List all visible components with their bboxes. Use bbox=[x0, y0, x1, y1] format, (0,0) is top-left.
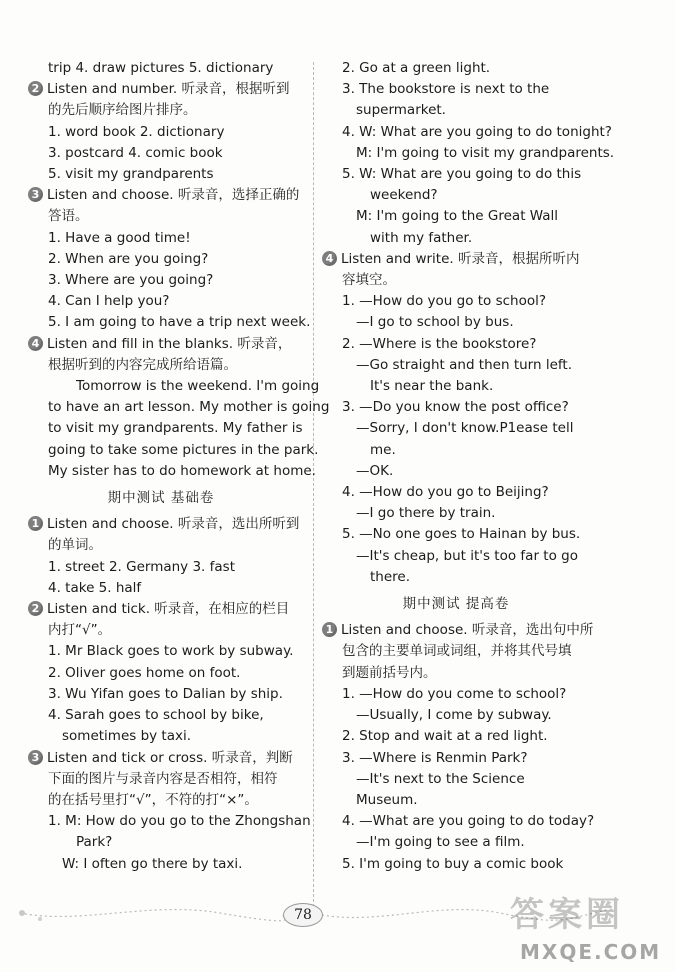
instruction: 包含的主要单词或词组，并将其代号填 bbox=[342, 643, 572, 660]
watermark-url: MXQE.COM bbox=[520, 940, 662, 964]
page-number: 78 bbox=[283, 903, 323, 927]
instruction: 的单词。 bbox=[48, 537, 102, 554]
answer-item: 2. Stop and wait at a red light. bbox=[342, 728, 548, 745]
instruction: Listen and write. 听录音，根据所听内 bbox=[341, 250, 580, 267]
answer-item: It's near the bank. bbox=[370, 378, 494, 395]
answer-item: 4. —What are you going to do today? bbox=[342, 813, 595, 830]
instruction: Listen and choose. 听录音，选择正确的 bbox=[47, 187, 300, 204]
answer-item: 5. —No one goes to Hainan by bus. bbox=[342, 526, 581, 543]
answer-item: 3. Where are you going? bbox=[48, 272, 214, 289]
answer-item: M: I'm going to visit my grandparents. bbox=[356, 144, 615, 161]
answer-item: 4. Sarah goes to school by bike, bbox=[48, 707, 264, 724]
passage-line: to visit my grandparents. My father is bbox=[48, 420, 303, 437]
answer-item: 3. —Do you know the post office? bbox=[342, 399, 569, 416]
answer-item: —Go straight and then turn left. bbox=[356, 356, 572, 373]
text-line: trip 4. draw pictures 5. dictionary bbox=[48, 60, 274, 76]
number-badge-icon: 4 bbox=[28, 336, 43, 351]
instruction: Listen and tick or cross. 听录音，判断 bbox=[47, 749, 293, 766]
answer-item: Museum. bbox=[356, 791, 418, 808]
passage-line: to have an art lesson. My mother is going bbox=[48, 399, 330, 416]
number-badge-icon: 2 bbox=[28, 601, 43, 616]
instruction: 到题前括号内。 bbox=[342, 664, 437, 681]
answer-item: with my father. bbox=[370, 229, 473, 246]
answer-item: supermarket. bbox=[356, 102, 446, 119]
answer-item: 1. —How do you come to school? bbox=[342, 685, 567, 702]
number-badge-icon: 3 bbox=[28, 187, 43, 202]
number-badge-icon: 1 bbox=[28, 516, 43, 531]
answer-item: 2. When are you going? bbox=[48, 250, 209, 267]
answer-item: 3. —Where is Renmin Park? bbox=[342, 749, 528, 766]
instruction: 根据听到的内容完成所给语篇。 bbox=[48, 356, 237, 373]
answer-item: W: I often go there by taxi. bbox=[62, 855, 243, 872]
section-4 bbox=[322, 249, 590, 588]
passage-line: Tomorrow is the weekend. I'm going bbox=[76, 378, 320, 395]
answer-item: 3. Wu Yifan goes to Dalian by ship. bbox=[48, 685, 283, 702]
answer-item: 5. visit my grandparents bbox=[48, 166, 214, 183]
answer-item: —I go there by train. bbox=[356, 505, 496, 522]
instruction: Listen and number. 听录音，根据听到 bbox=[47, 81, 290, 98]
mid-section-3 bbox=[28, 748, 311, 875]
answer-item: there. bbox=[370, 568, 411, 585]
answer-item: 4. W: What are you going to do tonight? bbox=[342, 123, 612, 140]
number-badge-icon: 4 bbox=[322, 251, 337, 266]
answer-item: —Usually, I come by subway. bbox=[356, 707, 552, 724]
number-badge-icon: 2 bbox=[28, 81, 43, 96]
instruction: 内打“√”。 bbox=[48, 622, 112, 639]
section-title: 期中测试 基础卷 bbox=[107, 490, 215, 507]
mid-section-2 bbox=[28, 599, 294, 747]
instruction: Listen and fill in the blanks. 听录音， bbox=[47, 335, 292, 352]
instruction: 的在括号里打“√”，不符的打“×”。 bbox=[48, 791, 258, 808]
answer-item: —Sorry, I don't know.P1ease tell bbox=[356, 420, 574, 437]
instruction: 答语。 bbox=[48, 208, 89, 225]
answer-item: weekend? bbox=[370, 187, 438, 204]
instruction: 的先后顺序给图片排序。 bbox=[48, 102, 197, 119]
answer-item: 3. postcard 4. comic book bbox=[48, 144, 223, 161]
answer-item: 4. Can I help you? bbox=[48, 293, 170, 310]
answer-item: 1. —How do you go to school? bbox=[342, 293, 547, 310]
passage-line: going to take some pictures in the park. bbox=[48, 441, 319, 458]
mid-section-1 bbox=[28, 514, 300, 599]
instruction: Listen and choose. 听录音，选出句中所 bbox=[341, 622, 594, 639]
instruction: Listen and tick. 听录音，在相应的栏目 bbox=[47, 601, 290, 618]
instruction: 容填空。 bbox=[342, 272, 396, 289]
section-4 bbox=[28, 334, 330, 482]
answer-item: 2. —Where is the bookstore? bbox=[342, 335, 537, 352]
section-3 bbox=[28, 185, 311, 333]
answer-item: 2. Go at a green light. bbox=[342, 60, 491, 76]
answer-item: 4. —How do you go to Beijing? bbox=[342, 484, 549, 501]
answer-item: 5. I am going to have a trip next week. bbox=[48, 314, 311, 331]
watermark-logo: 答案圈 bbox=[510, 895, 624, 935]
column-divider bbox=[313, 62, 314, 912]
section-title: 期中测试 提高卷 bbox=[402, 596, 510, 613]
answer-item: 1. street 2. Germany 3. fast bbox=[48, 558, 235, 575]
answer-item: 4. take 5. half bbox=[48, 579, 142, 596]
answer-item: 3. The bookstore is next to the bbox=[342, 81, 550, 98]
right-column bbox=[322, 58, 615, 875]
answer-item: M: I'm going to the Great Wall bbox=[356, 208, 559, 225]
answer-item: —I go to school by bus. bbox=[356, 314, 514, 331]
passage-line: My sister has to do homework at home. bbox=[48, 462, 316, 479]
left-column bbox=[28, 58, 330, 875]
answer-item: Park? bbox=[76, 834, 113, 851]
answer-item: 5. I'm going to buy a comic book bbox=[342, 855, 564, 872]
answer-item: me. bbox=[370, 441, 396, 458]
answer-item: sometimes by taxi. bbox=[62, 728, 192, 745]
instruction: Listen and choose. 听录音，选出所听到 bbox=[47, 516, 300, 533]
answer-item: 2. Oliver goes home on foot. bbox=[48, 664, 241, 681]
advanced-section-1 bbox=[322, 620, 595, 874]
answer-item: 1. M: How do you go to the Zhongshan bbox=[48, 813, 311, 830]
answer-item: —OK. bbox=[356, 462, 394, 479]
answer-item: 1. Have a good time! bbox=[48, 229, 191, 246]
answer-item: —I'm going to see a film. bbox=[356, 834, 525, 851]
number-badge-icon: 3 bbox=[28, 750, 43, 765]
answer-item: 1. word book 2. dictionary bbox=[48, 123, 225, 140]
number-badge-icon: 1 bbox=[322, 622, 337, 637]
section-2 bbox=[28, 79, 294, 185]
answer-item: —It's cheap, but it's too far to go bbox=[356, 547, 578, 564]
answer-item: —It's next to the Science bbox=[356, 770, 525, 787]
answer-item: 1. Mr Black goes to work by subway. bbox=[48, 643, 294, 660]
instruction: 下面的图片与录音内容是否相符，相符 bbox=[48, 770, 278, 787]
answer-item: 5. W: What are you going to do this bbox=[342, 166, 582, 183]
